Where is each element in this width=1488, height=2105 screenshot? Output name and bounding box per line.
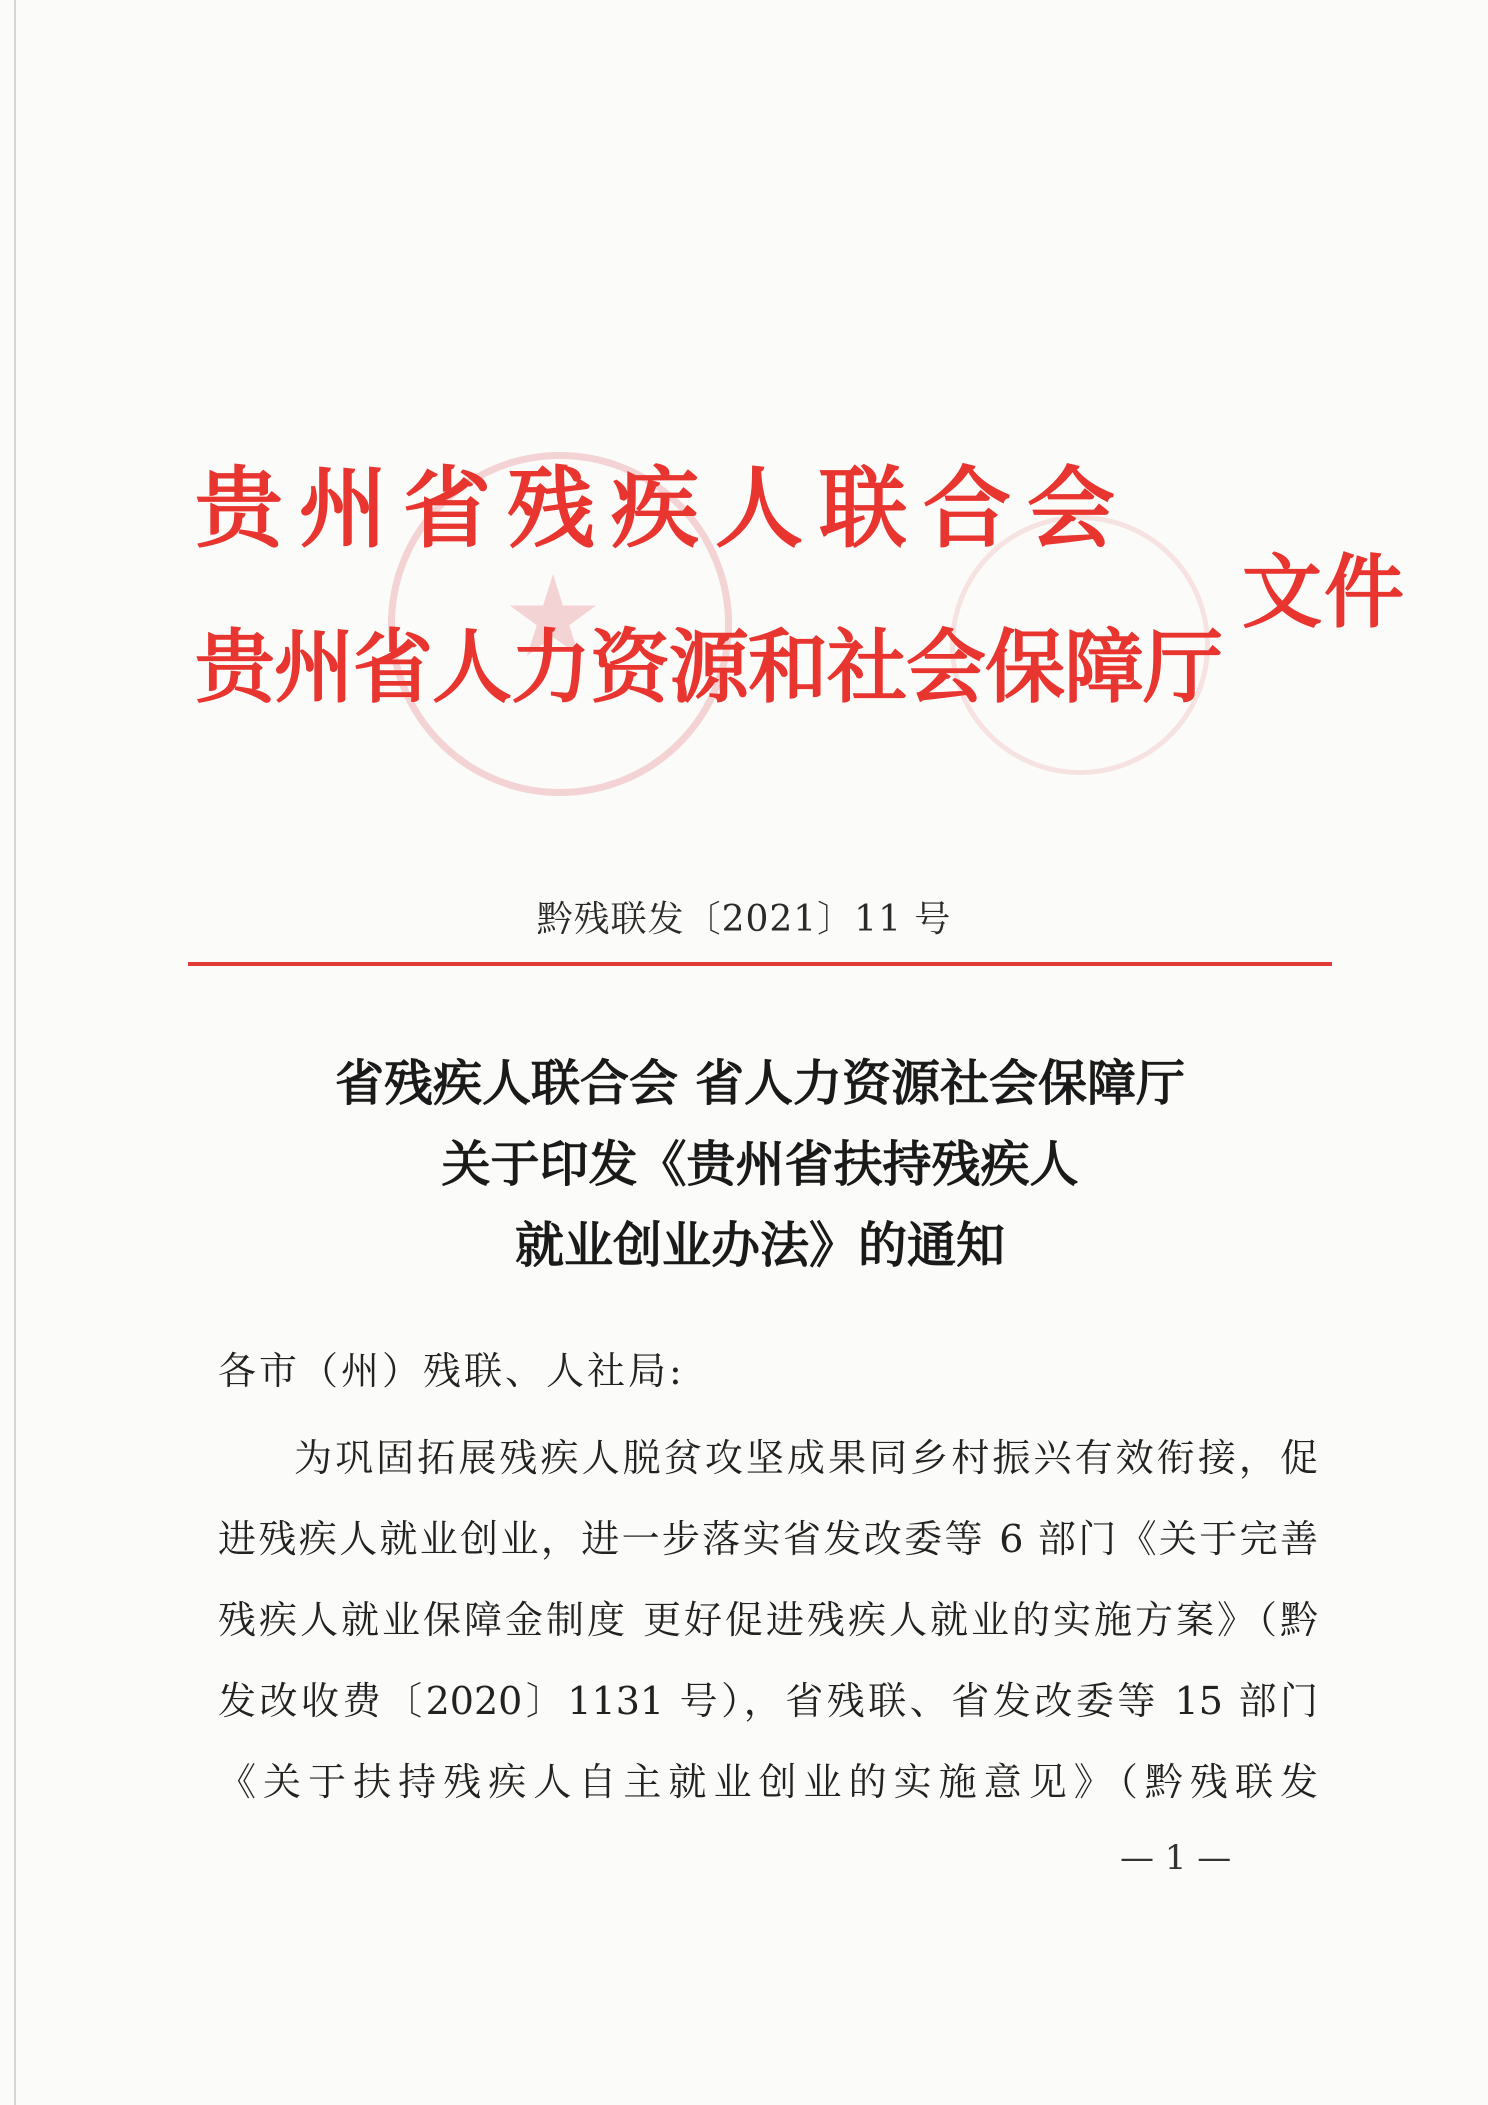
red-divider — [188, 962, 1332, 966]
body-line: 残疾人就业保障金制度 更好促进残疾人就业的实施方案》（黔 — [218, 1598, 1318, 1642]
title-line-2: 关于印发《贵州省扶持残疾人 — [441, 1136, 1079, 1193]
page-number: — 1 — — [1120, 1838, 1232, 1878]
document-type-label: 文件 — [1242, 546, 1406, 639]
body-text — [218, 1418, 1318, 1823]
scan-edge — [14, 0, 16, 2105]
salutation: 各市（州）残联、人社局: — [218, 1349, 685, 1393]
title-line-3: 就业创业办法》的通知 — [514, 1217, 1005, 1274]
issuer-name-1: 贵州省残疾人联合会 — [195, 456, 1132, 560]
body-line: 《关于扶持残疾人自主就业创业的实施意见》（黔残联发 — [218, 1760, 1318, 1804]
body-line: 发改收费〔2020〕1131 号），省残联、省发改委等 15 部门 — [218, 1679, 1318, 1723]
body-line: 进残疾人就业创业，进一步落实省发改委等 6 部门《关于完善 — [218, 1517, 1318, 1561]
issuer-name-2: 贵州省人力资源和社会保障厅 — [195, 621, 1222, 714]
document-title — [200, 1043, 1320, 1286]
title-line-1: 省残疾人联合会 省人力资源社会保障厅 — [334, 1055, 1186, 1112]
document-number: 黔残联发〔2021〕11 号 — [536, 899, 952, 940]
body-line: 为巩固拓展残疾人脱贫攻坚成果同乡村振兴有效衔接，促 — [294, 1436, 1318, 1480]
